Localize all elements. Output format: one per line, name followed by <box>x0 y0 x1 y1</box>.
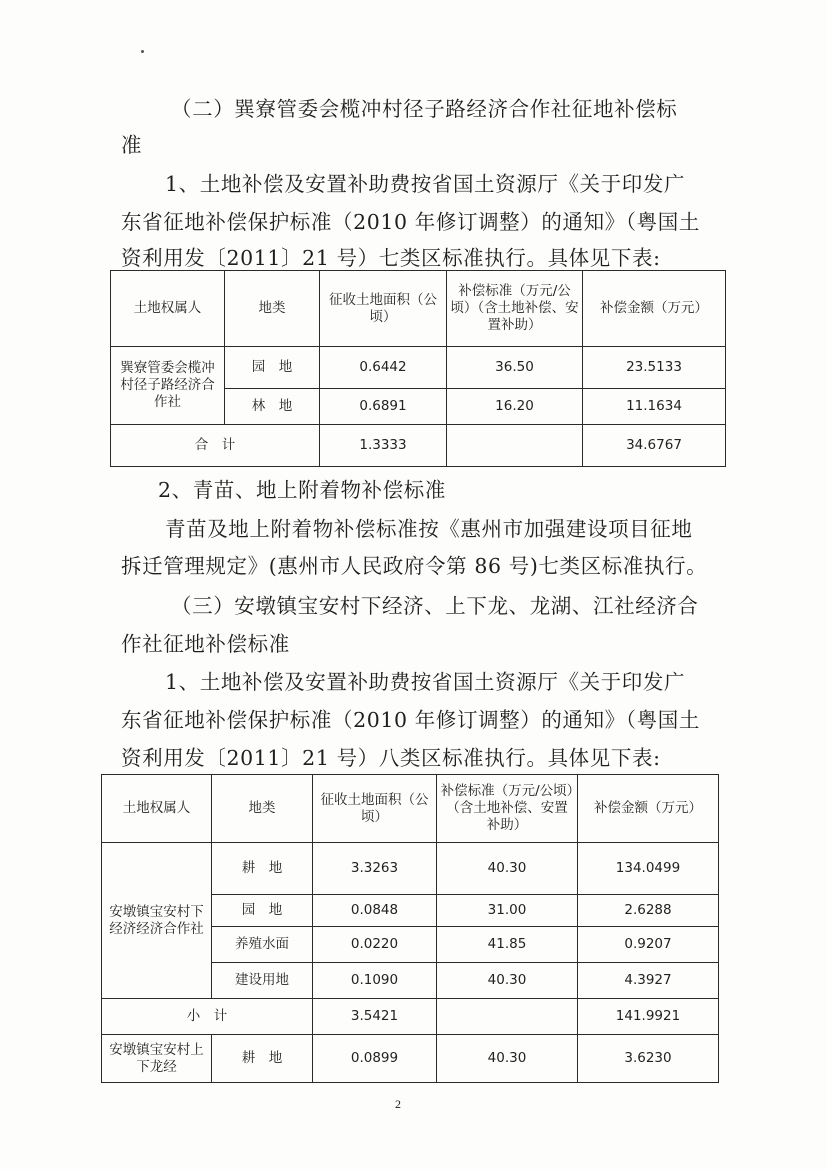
subtotal-area: 3.5421 <box>313 999 437 1035</box>
subtotal-amount: 141.9921 <box>578 999 719 1035</box>
section2-sub2-line1: 青苗及地上附着物补偿标准按《惠州市加强建设项目征地 <box>165 517 693 541</box>
section3-para1-line2: 东省征地补偿保护标准（2010 年修订调整）的通知》（粤国土 <box>121 708 700 732</box>
area-cell: 0.1090 <box>313 963 437 999</box>
amount-cell: 2.6288 <box>578 895 719 927</box>
section2-heading-line1: （二）巽寮管委会榄冲村径子路经济合作社征地补偿标 <box>171 97 678 121</box>
header-owner: 土地权属人 <box>111 271 225 347</box>
section2-sub2-line2: 拆迁管理规定》(惠州市人民政府令第 86 号)七类区标准执行。 <box>121 554 708 578</box>
subtotal-standard-empty <box>437 999 578 1035</box>
section3-para1-line3: 资利用发〔2011〕21 号）八类区标准执行。具体见下表: <box>121 746 661 770</box>
owner-cell: 安墩镇宝安村下经济经济合作社 <box>102 843 212 999</box>
land-type-cell: 耕 地 <box>212 1035 313 1083</box>
standard-cell: 41.85 <box>437 927 578 963</box>
total-area: 1.3333 <box>320 425 447 467</box>
table1-total-row <box>111 425 726 467</box>
area-cell: 0.6891 <box>320 389 447 425</box>
area-cell: 3.3263 <box>313 843 437 895</box>
area-cell: 0.0220 <box>313 927 437 963</box>
amount-cell: 23.5133 <box>583 347 726 389</box>
section3-heading-line2: 作社征地补偿标准 <box>121 632 290 656</box>
area-cell: 0.0899 <box>313 1035 437 1083</box>
scan-speck <box>141 50 144 53</box>
table-row <box>102 843 719 895</box>
total-standard-empty <box>447 425 583 467</box>
standard-cell: 16.20 <box>447 389 583 425</box>
owner-cell: 安墩镇宝安村上下龙经 <box>102 1035 212 1083</box>
header-land-type: 地类 <box>225 271 320 347</box>
compensation-table-1 <box>110 270 726 467</box>
section3-para1-line1: 1、土地补偿及安置补助费按省国土资源厅《关于印发广 <box>165 670 686 694</box>
standard-cell: 40.30 <box>437 963 578 999</box>
table1-header-row <box>111 271 726 347</box>
standard-cell: 31.00 <box>437 895 578 927</box>
area-cell: 0.0848 <box>313 895 437 927</box>
header-standard: 补偿标准（万元/公顷）（含土地补偿、安置补助） <box>437 775 578 843</box>
section2-para1-line1: 1、土地补偿及安置补助费按省国土资源厅《关于印发广 <box>165 172 686 196</box>
header-owner: 土地权属人 <box>102 775 212 843</box>
amount-cell: 11.1634 <box>583 389 726 425</box>
section2-para1-line3: 资利用发〔2011〕21 号）七类区标准执行。具体见下表: <box>121 246 661 270</box>
section3-heading-line1: （三）安墩镇宝安村下经济、上下龙、龙湖、江社经济合 <box>171 594 699 618</box>
table-row <box>111 347 726 389</box>
section2-sub2-heading: 2、青苗、地上附着物补偿标准 <box>158 478 446 502</box>
area-cell: 0.6442 <box>320 347 447 389</box>
subtotal-label: 小 计 <box>102 999 313 1035</box>
table2-subtotal-row <box>102 999 719 1035</box>
table2-header-row <box>102 775 719 843</box>
header-amount: 补偿金额（万元） <box>578 775 719 843</box>
land-type-cell: 耕 地 <box>212 843 313 895</box>
amount-cell: 0.9207 <box>578 927 719 963</box>
header-area: 征收土地面积（公顷） <box>320 271 447 347</box>
section2-heading-line2: 准 <box>121 133 143 157</box>
amount-cell: 134.0499 <box>578 843 719 895</box>
compensation-table-2 <box>101 774 719 1083</box>
total-label: 合 计 <box>111 425 320 467</box>
land-type-cell: 养殖水面 <box>212 927 313 963</box>
land-type-cell: 园 地 <box>212 895 313 927</box>
standard-cell: 36.50 <box>447 347 583 389</box>
amount-cell: 4.3927 <box>578 963 719 999</box>
total-amount: 34.6767 <box>583 425 726 467</box>
section2-para1-line2: 东省征地补偿保护标准（2010 年修订调整）的通知》（粤国土 <box>121 210 700 234</box>
header-area: 征收土地面积（公顷） <box>313 775 437 843</box>
owner-cell: 巽寮管委会榄冲村径子路经济合作社 <box>111 347 225 425</box>
header-land-type: 地类 <box>212 775 313 843</box>
table-row <box>102 1035 719 1083</box>
header-standard: 补偿标准（万元/公顷）（含土地补偿、安置补助） <box>447 271 583 347</box>
amount-cell: 3.6230 <box>578 1035 719 1083</box>
land-type-cell: 林 地 <box>225 389 320 425</box>
land-type-cell: 建设用地 <box>212 963 313 999</box>
page-number: 2 <box>395 1097 401 1111</box>
header-amount: 补偿金额（万元） <box>583 271 726 347</box>
land-type-cell: 园 地 <box>225 347 320 389</box>
standard-cell: 40.30 <box>437 843 578 895</box>
standard-cell: 40.30 <box>437 1035 578 1083</box>
